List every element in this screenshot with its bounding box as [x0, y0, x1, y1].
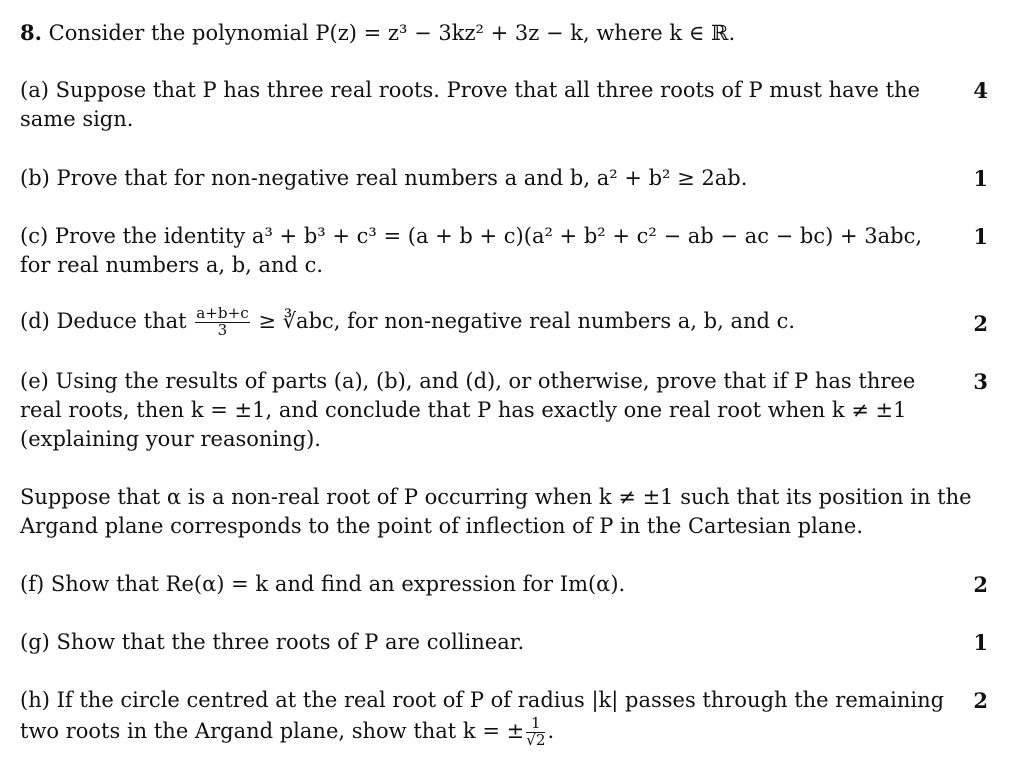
part-h-text-2-suffix: . [547, 718, 555, 743]
part-g-label: (g) [20, 630, 50, 654]
part-b-marks: 1 [973, 166, 988, 191]
part-e-marks: 3 [973, 369, 988, 394]
part-f-label: (f) [20, 572, 45, 596]
part-h-line-1 [20, 690, 944, 711]
part-d-text-prefix: Deduce that [56, 308, 187, 333]
part-e-label: (e) [20, 369, 49, 393]
part-f-marks: 2 [973, 572, 988, 597]
part-c-label: (c) [20, 224, 49, 248]
part-a-line-2: same sign. [20, 107, 134, 131]
part-d-fraction-denominator: 3 [217, 320, 228, 339]
question-header [20, 22, 735, 44]
part-g-marks: 1 [973, 630, 988, 655]
part-d-fraction-numerator: a+b+c [196, 304, 249, 322]
question-intro: Consider the polynomial [48, 21, 309, 45]
part-a-text-1: Suppose that P has three real roots. Prove that all three roots of P must have the [55, 78, 920, 102]
part-d-fraction [195, 306, 249, 339]
part-d-marks: 2 [973, 311, 988, 336]
question-number: 8. [20, 20, 42, 45]
question-polynomial: P(z) = z³ − 3kz² + 3z − k, where k ∈ ℝ. [315, 21, 736, 45]
part-e-text-1: Using the results of parts (a), (b), and (d), or otherwise, prove that if P has three [55, 369, 916, 393]
part-h-marks: 2 [973, 688, 988, 713]
preamble-line-2: Argand plane corresponds to the point of inflection of P in the Cartesian plane. [20, 514, 863, 538]
preamble-line-1: Suppose that α is a non-real root of P occurring when k ≠ ±1 such that its position in the [20, 485, 972, 509]
part-g-line-1 [20, 632, 524, 653]
part-f-line-1 [20, 574, 625, 595]
part-a-label: (a) [20, 78, 49, 102]
part-e-line-3: (explaining your reasoning). [20, 427, 321, 451]
part-h-label: (h) [20, 688, 50, 712]
part-h-text-2-prefix: two roots in the Argand plane, show that k = ± [20, 718, 525, 743]
part-g-text-1: Show that the three roots of P are collinear. [56, 630, 525, 654]
part-b-text-1: Prove that for non-negative real numbers a and b, a² + b² ≥ 2ab. [56, 166, 748, 190]
part-h-fraction-numerator: 1 [526, 716, 545, 733]
part-h-fraction-denominator: √2 [526, 730, 546, 749]
part-e-line-1 [20, 371, 915, 392]
part-h-fraction [526, 716, 545, 749]
part-c-text-1: Prove the identity a³ + b³ + c³ = (a + b + c)(a² + b² + c² − ab − ac − bc) + 3abc, [54, 224, 923, 248]
part-d-line-1 [20, 306, 795, 339]
part-c-line-2: for real numbers a, b, and c. [20, 253, 324, 277]
part-c-line-1 [20, 226, 922, 247]
part-b-line-1 [20, 168, 747, 189]
part-h-line-2 [20, 716, 554, 749]
part-d-text-suffix: ≥ ∛abc, for non-negative real numbers a, b, and c. [258, 308, 796, 333]
part-e-line-2: real roots, then k = ±1, and conclude that P has exactly one real root when k ≠ ±1 [20, 398, 907, 422]
part-h-text-1: If the circle centred at the real root of P of radius |k| passes through the remaining [56, 688, 945, 712]
part-a-marks: 4 [973, 78, 988, 103]
part-b-label: (b) [20, 166, 50, 190]
part-f-text-1: Show that Re(α) = k and find an expression for Im(α). [50, 572, 626, 596]
part-a-line-1 [20, 80, 920, 101]
part-c-marks: 1 [973, 224, 988, 249]
part-d-label: (d) [20, 308, 50, 333]
